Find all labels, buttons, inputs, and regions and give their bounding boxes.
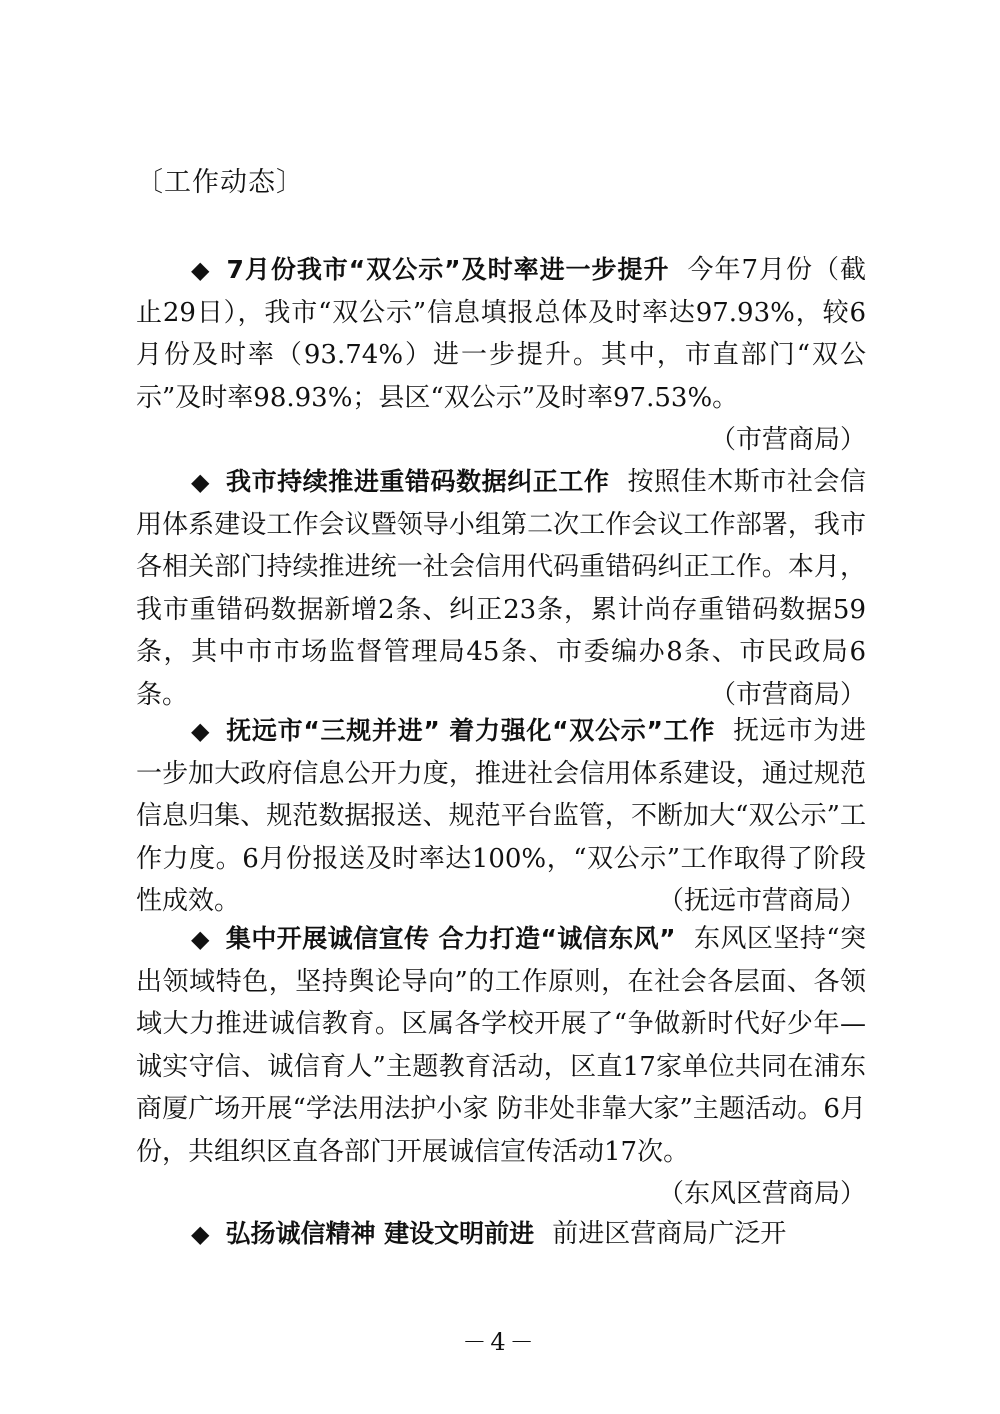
item-source: （抚远市营商局） [657, 886, 866, 916]
news-item-2 [136, 461, 866, 716]
diamond-bullet-icon: ◆ [191, 468, 211, 496]
news-item-1 [136, 249, 866, 462]
item-body: 按照佳木斯市社会信用体系建设工作会议暨领导小组第二次工作会议工作部署，我市各相关部门持续推进统一社会信用代码重错码纠正工作。本月，我市重错码数据新增2条、纠正23条，累计尚存重错码数据59条，其中市市场监督管理局45条、市委编办8条、市民政局6条。 [136, 467, 866, 710]
diamond-bullet-icon: ◆ [191, 256, 211, 284]
item-source: （市营商局） [709, 425, 866, 455]
item-body: 抚远市为进一步加大政府信息公开力度，推进社会信用体系建设，通过规范信息归集、规范数据报送、规范平台监管，不断加大“双公示”工作力度。6月份报送及时率达100%，“双公示”工作取得了阶段性成效。 [136, 716, 866, 916]
page-number: －4－ [462, 1328, 538, 1356]
item-heading: 集中开展诚信宣传 合力打造“诚信东风” [225, 924, 676, 953]
diamond-bullet-icon: ◆ [191, 925, 210, 953]
item-source: （市营商局） [709, 679, 866, 710]
news-item-4 [136, 918, 866, 1216]
diamond-bullet-icon: ◆ [191, 717, 211, 745]
section-title: 〔工作动态〕 [136, 167, 304, 198]
item-heading: 7月份我市“双公示”及时率进一步提升 [226, 255, 670, 284]
item-source: （东风区营商局） [657, 1179, 866, 1209]
item-body: 今年7月份（截止29日），我市“双公示”信息填报总体及时率达97.93%，较6月份及时率（93.74%）进一步提升。其中，市直部门“双公示”及时率98.93%；县区“双公示”及时率97.53%。 [136, 255, 866, 413]
item-body: 前进区营商局广泛开 [552, 1219, 787, 1249]
item-heading: 弘扬诚信精神 建设文明前进 [225, 1219, 535, 1248]
news-item-5 [136, 1213, 866, 1256]
item-heading: 我市持续推进重错码数据纠正工作 [226, 467, 610, 496]
item-heading: 抚远市“三规并进” 着力强化“双公示”工作 [226, 716, 716, 745]
item-body: 东风区坚持“突出领域特色，坚持舆论导向”的工作原则，在社会各层面、各领域大力推进诚信教育。区属各学校开展了“争做新时代好少年—诚实守信、诚信育人”主题教育活动，区直17家单位共同在浦东商厦广场开展“学法用法护小家 防非处非靠大家”主题活动。6月份，共组织区直各部门开展诚信宣传活动17次。 [136, 924, 866, 1167]
news-item-3 [136, 710, 866, 923]
diamond-bullet-icon: ◆ [191, 1220, 210, 1248]
